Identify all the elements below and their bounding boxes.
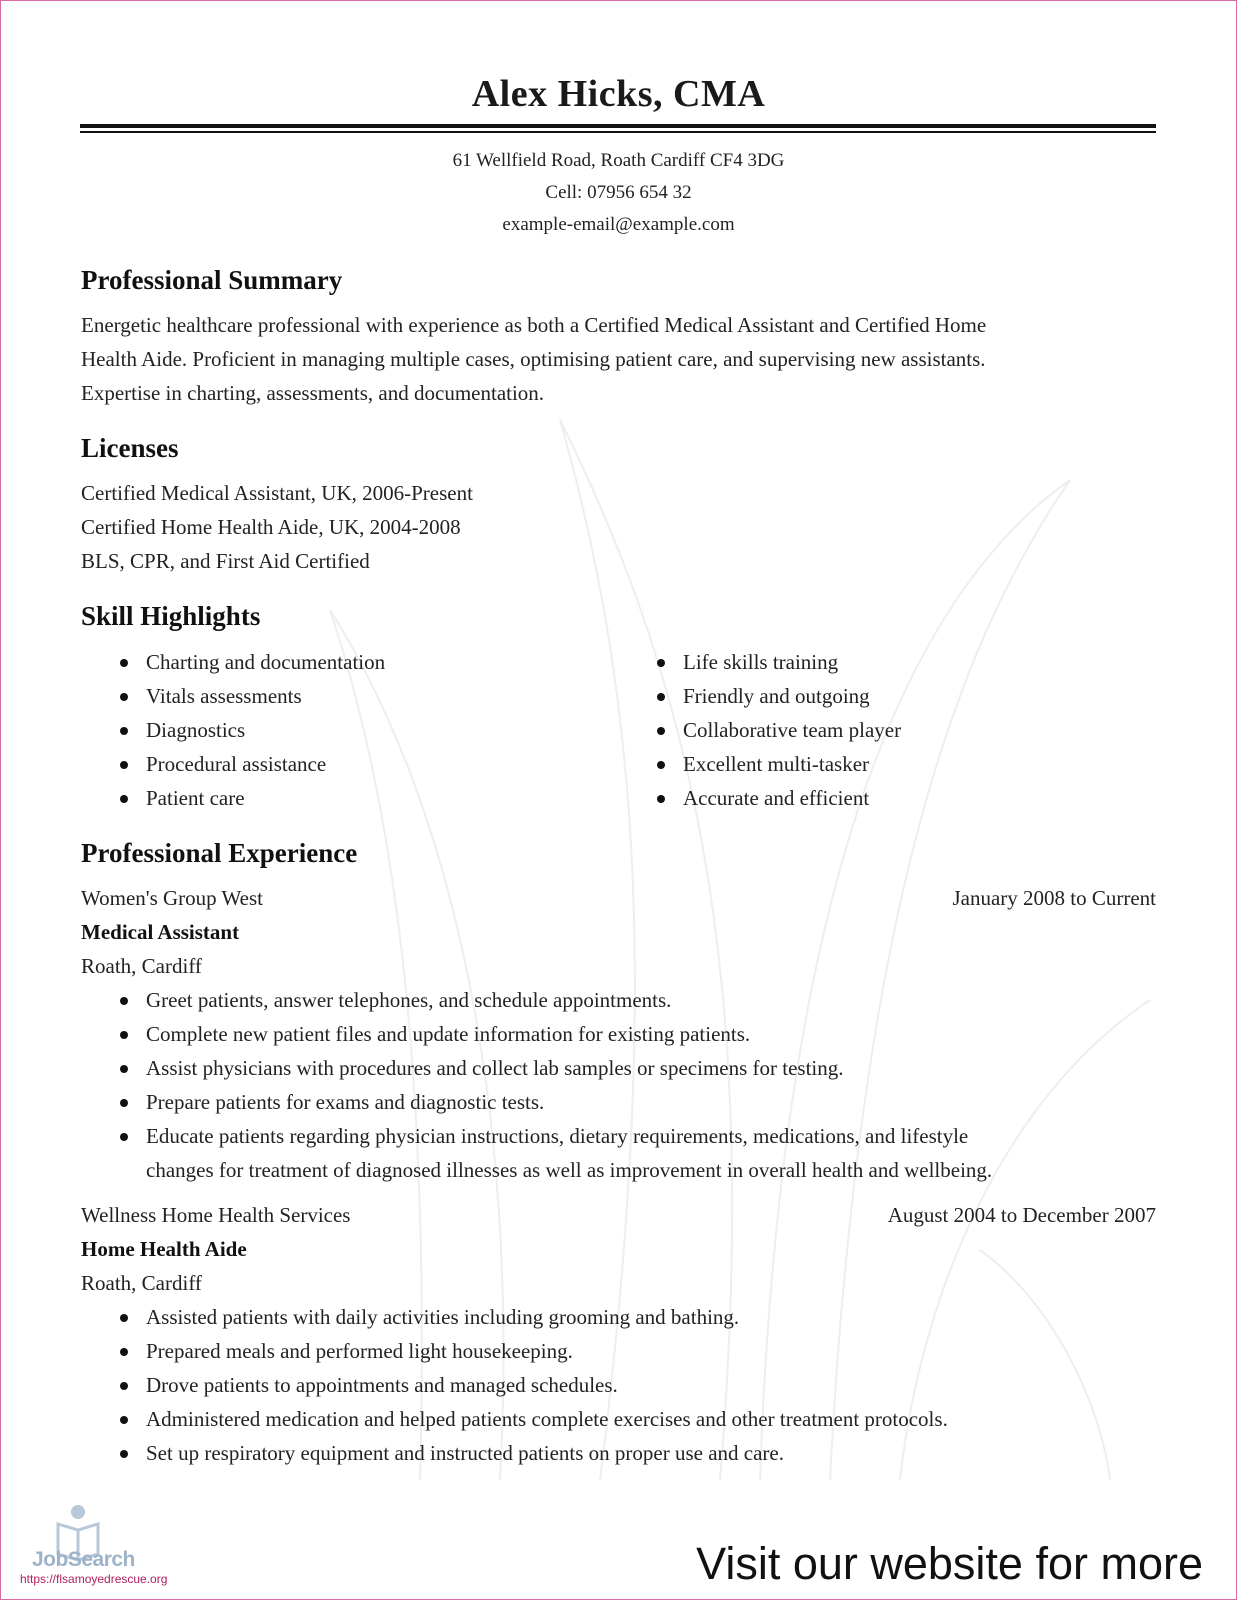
job-company: Wellness Home Health Services bbox=[81, 1203, 351, 1227]
bullet-icon bbox=[120, 727, 128, 735]
header-divider-thick bbox=[80, 124, 1156, 128]
job-location: Roath, Cardiff bbox=[81, 954, 202, 978]
promo-banner-text[interactable]: Visit our website for more bbox=[696, 1538, 1203, 1589]
skill-item: Procedural assistance bbox=[146, 752, 326, 777]
bullet-icon bbox=[120, 997, 128, 1005]
duty-item: Greet patients, answer telephones, and schedule appointments. bbox=[146, 988, 671, 1013]
license-item: Certified Medical Assistant, UK, 2006-Present bbox=[81, 481, 473, 505]
bullet-icon bbox=[120, 1382, 128, 1390]
job-dates: August 2004 to December 2007 bbox=[887, 1203, 1156, 1227]
job-title: Medical Assistant bbox=[81, 920, 240, 944]
job-location: Roath, Cardiff bbox=[81, 1271, 202, 1295]
duty-item: Set up respiratory equipment and instructed patients on proper use and care. bbox=[146, 1441, 784, 1466]
skill-item: Collaborative team player bbox=[683, 718, 901, 743]
duty-item: Complete new patient files and update information for existing patients. bbox=[146, 1022, 750, 1047]
license-item: BLS, CPR, and First Aid Certified bbox=[81, 549, 370, 573]
skills-heading: Skill Highlights bbox=[81, 601, 261, 631]
contact-phone: Cell: 07956 654 32 bbox=[545, 182, 692, 203]
job-company: Women's Group West bbox=[81, 886, 263, 910]
bullet-icon bbox=[120, 1416, 128, 1424]
job-dates: January 2008 to Current bbox=[952, 886, 1156, 910]
skill-item: Accurate and efficient bbox=[683, 786, 869, 811]
bullet-icon bbox=[657, 795, 665, 803]
skill-item: Vitals assessments bbox=[146, 684, 302, 709]
duty-continuation: changes for treatment of diagnosed illnesses as well as improvement in overall health and wellbeing. bbox=[146, 1158, 993, 1182]
license-item: Certified Home Health Aide, UK, 2004-2008 bbox=[81, 515, 461, 539]
source-url-link[interactable]: https://flsamoyedrescue.org bbox=[20, 1572, 168, 1586]
skill-item: Patient care bbox=[146, 786, 245, 811]
bullet-icon bbox=[120, 1065, 128, 1073]
bullet-icon bbox=[120, 1133, 128, 1141]
summary-line: Health Aide. Proficient in managing multiple cases, optimising patient care, and supervising new assistants. bbox=[81, 347, 986, 371]
bullet-icon bbox=[120, 1099, 128, 1107]
skill-item: Friendly and outgoing bbox=[683, 684, 870, 709]
bullet-icon bbox=[120, 1314, 128, 1322]
bullet-icon bbox=[120, 693, 128, 701]
header-divider-thin bbox=[80, 131, 1156, 133]
contact-email: example-email@example.com bbox=[502, 214, 735, 235]
bullet-icon bbox=[120, 1348, 128, 1356]
job-title: Home Health Aide bbox=[81, 1237, 247, 1261]
bullet-icon bbox=[657, 659, 665, 667]
contact-address: 61 Wellfield Road, Roath Cardiff CF4 3DG bbox=[452, 150, 785, 171]
duty-item: Assist physicians with procedures and collect lab samples or specimens for testing. bbox=[146, 1056, 844, 1081]
bullet-icon bbox=[120, 795, 128, 803]
summary-heading: Professional Summary bbox=[81, 265, 343, 295]
duty-item: Educate patients regarding physician instructions, dietary requirements, medications, and lifestyle bbox=[146, 1124, 968, 1149]
bullet-icon bbox=[657, 761, 665, 769]
skill-item: Excellent multi-tasker bbox=[683, 752, 869, 777]
licenses-heading: Licenses bbox=[81, 433, 179, 463]
bullet-icon bbox=[120, 761, 128, 769]
duty-item: Assisted patients with daily activities including grooming and bathing. bbox=[146, 1305, 739, 1330]
bullet-icon bbox=[657, 693, 665, 701]
jobsearch-logo: JobSearch bbox=[32, 1548, 135, 1571]
duty-item: Prepared meals and performed light housekeeping. bbox=[146, 1339, 573, 1364]
summary-line: Energetic healthcare professional with experience as both a Certified Medical Assistant and Certified Home bbox=[81, 313, 987, 337]
skill-item: Charting and documentation bbox=[146, 650, 385, 675]
duty-item: Drove patients to appointments and managed schedules. bbox=[146, 1373, 618, 1398]
duty-item: Administered medication and helped patients complete exercises and other treatment protocols. bbox=[146, 1407, 948, 1432]
skill-item: Diagnostics bbox=[146, 718, 245, 743]
duty-item: Prepare patients for exams and diagnostic tests. bbox=[146, 1090, 544, 1115]
bullet-icon bbox=[120, 1031, 128, 1039]
skill-item: Life skills training bbox=[683, 650, 838, 675]
bullet-icon bbox=[657, 727, 665, 735]
bullet-icon bbox=[120, 1450, 128, 1458]
bullet-icon bbox=[120, 659, 128, 667]
summary-line: Expertise in charting, assessments, and documentation. bbox=[81, 381, 545, 405]
candidate-name: Alex Hicks, CMA bbox=[471, 73, 766, 115]
experience-heading: Professional Experience bbox=[81, 838, 358, 868]
